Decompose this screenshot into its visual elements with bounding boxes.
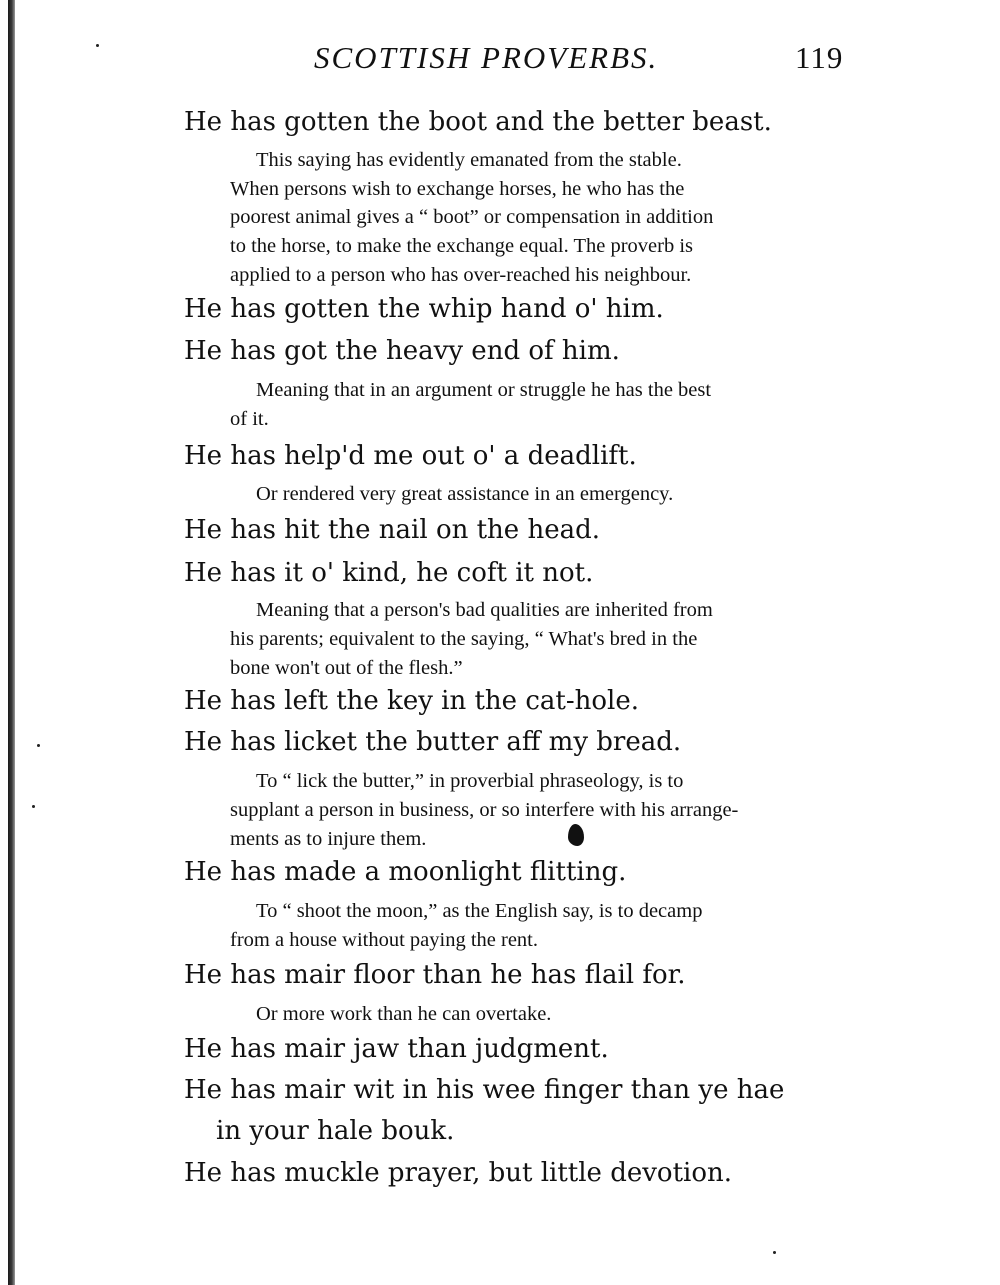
proverb-jaw-judgment: He has mair jaw than judgment. (184, 1034, 609, 1064)
ink-blot (568, 824, 584, 846)
proverb-wee-finger: He has mair wit in his wee finger than ye hae (184, 1075, 785, 1105)
proverb-whip-hand: He has gotten the whip hand o' him. (184, 294, 664, 324)
proverb-deadlift: He has help'd me out o' a deadlift. (184, 441, 637, 471)
note-line: applied to a person who has over-reached his neighbour. (230, 264, 692, 286)
note-line: his parents; equivalent to the saying, “ What's bred in the (230, 628, 698, 650)
proverb-cat-hole: He has left the key in the cat-hole. (184, 686, 639, 716)
proverb-wee-finger-continued: in your hale bouk. (216, 1116, 455, 1146)
scan-speck (37, 744, 40, 747)
note-line: poorest animal gives a “ boot” or compensation in addition (230, 206, 714, 228)
proverb-heavy-end: He has got the heavy end of him. (184, 336, 620, 366)
proverb-floor-flail: He has mair floor than he has flail for. (184, 960, 686, 990)
note-line: To “ lick the butter,” in proverbial phraseology, is to (256, 770, 684, 792)
scan-speck (773, 1251, 776, 1254)
note-line: Meaning that in an argument or struggle he has the best (256, 379, 712, 401)
proverb-boot: He has gotten the boot and the better beast. (184, 107, 772, 137)
note-line: Meaning that a person's bad qualities are inherited from (256, 599, 713, 621)
proverb-licket-butter: He has licket the butter aff my bread. (184, 727, 682, 757)
note-line: from a house without paying the rent. (230, 929, 539, 951)
note-line: This saying has evidently emanated from the stable. (256, 149, 682, 171)
binding-edge (8, 0, 15, 1285)
proverb-o-kind: He has it o' kind, he coft it not. (184, 558, 594, 588)
note-line: ments as to injure them. (230, 828, 427, 850)
proverb-muckle-prayer: He has muckle prayer, but little devotion. (184, 1158, 733, 1188)
note-line: bone won't out of the flesh.” (230, 657, 463, 679)
proverb-moonlight-flitting: He has made a moonlight flitting. (184, 857, 627, 887)
running-header-title: SCOTTISH PROVERBS. (314, 40, 659, 75)
note-line: of it. (230, 408, 269, 430)
note-line: to the horse, to make the exchange equal. The proverb is (230, 235, 693, 257)
page-number: 119 (795, 40, 844, 75)
scan-speck (96, 44, 99, 47)
scan-speck (32, 805, 35, 808)
note-line: When persons wish to exchange horses, he who has the (230, 178, 685, 200)
note-line: Or more work than he can overtake. (256, 1003, 552, 1025)
note-line: supplant a person in business, or so interfere with his arrange- (230, 799, 739, 821)
note-line: Or rendered very great assistance in an emergency. (256, 483, 674, 505)
proverb-nail-on-head: He has hit the nail on the head. (184, 515, 600, 545)
note-line: To “ shoot the moon,” as the English say, is to decamp (256, 900, 703, 922)
